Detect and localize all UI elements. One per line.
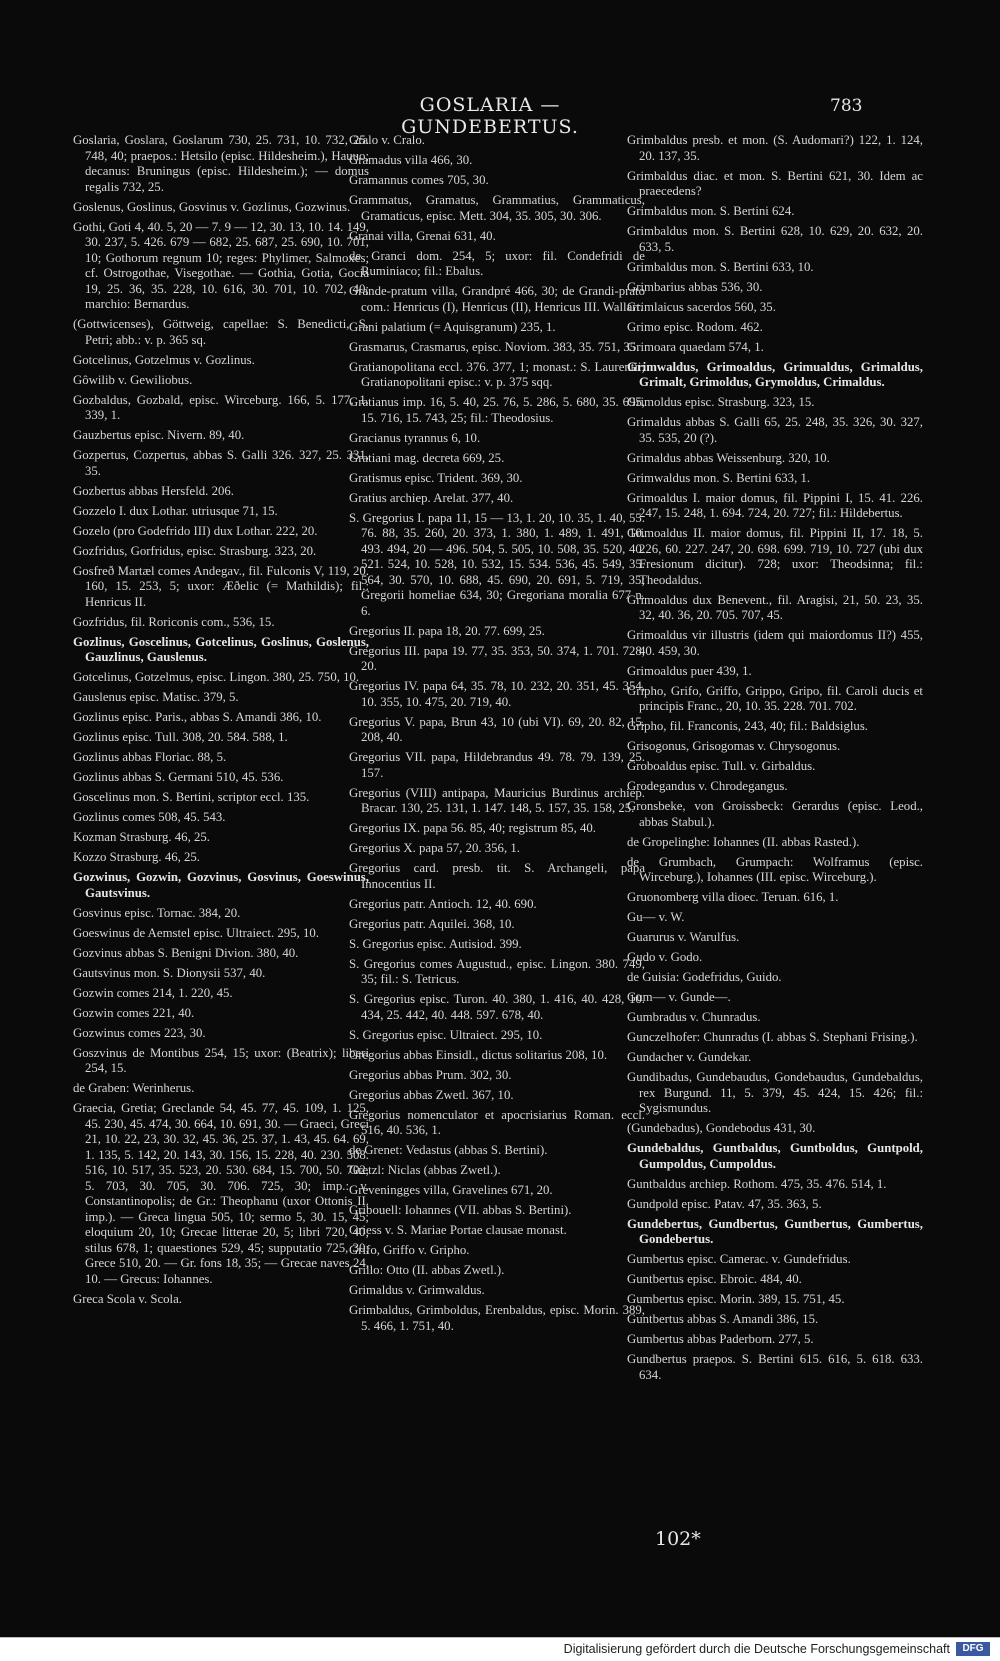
index-entry: Gregorius (VIII) antipapa, Mauricius Burdinus archiep. Bracar. 130, 25. 131, 1. 147. 148, 5. 157, 35. 158, 25. [349, 785, 645, 815]
index-entry: Kozzo Strasburg. 46, 25. [73, 850, 201, 864]
index-entry: Gozbertus abbas Hersfeld. 206. [73, 483, 234, 498]
index-entry: Gregorius patr. Aquilei. 368, 10. [349, 916, 515, 931]
index-entry: Gozlinus episc. Tull. 308, 20. 584. 588, 1. [73, 730, 288, 744]
index-entry: Gu— v. W. [627, 910, 685, 924]
index-entry: Gum— v. Gunde—. [627, 990, 731, 1004]
dfg-logo: DFG [956, 1642, 990, 1656]
index-entry: Gautsvinus mon. S. Dionysii 537, 40. [73, 965, 266, 980]
index-entry: Gruonomberg villa dioec. Teruan. 616, 1. [627, 890, 839, 904]
index-entry: Gratismus episc. Trident. 369, 30. [349, 470, 523, 485]
index-entry: Gozlinus abbas Floriac. 88, 5. [73, 750, 227, 764]
index-entry: Gozfridus, Gorfridus, episc. Strasburg. 323, 20. [73, 543, 317, 558]
index-entry: Gozlinus abbas S. Germani 510, 45. 536. [73, 770, 284, 784]
index-entry: Gracianus tyrannus 6, 10. [349, 430, 481, 445]
index-entry: Gratianopolitana eccl. 376. 377, 1; monast.: S. Laurentii; Gratianopolitani episc.: v. p. 375 sqq. [349, 359, 645, 389]
index-entry: Gozwinus, Gozwin, Gozvinus, Gosvinus, Goeswinus, Gautsvinus. [73, 870, 369, 900]
index-entry: S. Gregorius episc. Autisiod. 399. [349, 936, 522, 951]
index-entry: de Granci dom. 254, 5; uxor: fil. Condefridi de Ruminiaco; fil.: Ebalus. [349, 248, 645, 278]
index-entry: Grimoldus episc. Strasburg. 323, 15. [627, 395, 815, 409]
index-entry: (Gottwicenses), Göttweig, capellae: S. Benedicti, S. Petri; abb.: v. p. 365 sq. [73, 317, 369, 347]
index-entry: Grimwaldus, Grimoaldus, Grimualdus, Grimaldus, Grimalt, Grimoldus, Grymoldus, Crimaldus. [627, 359, 923, 389]
index-entry: Gozlinus comes 508, 45. 543. [73, 810, 226, 824]
index-entry: Gosfreð Martæl comes Andegav., fil. Fulconis V, 119, 20. 160, 15. 253, 5; uxor: Æðelic (= Mathildis); fil.: Henricus II. [73, 563, 369, 609]
index-entry: Grimbarius abbas 536, 30. [627, 279, 763, 294]
index-entry: Gozzelo I. dux Lothar. utriusque 71, 15. [73, 503, 278, 518]
index-entry: Gregorius abbas Einsidl., dictus solitarius 208, 10. [349, 1047, 608, 1062]
index-entry: Gregorius abbas Zwetl. 367, 10. [349, 1087, 514, 1102]
index-entry: Grimbaldus mon. S. Bertini 624. [627, 204, 795, 218]
index-entry: Grande-pratum villa, Grandpré 466, 30; de Grandi-prato com.: Henricus (I), Henricus (II), Henricus III. Wallart. [349, 284, 645, 314]
index-entry: Gretzl: Niclas (abbas Zwetl.). [349, 1163, 501, 1177]
index-entry: Gundpold episc. Patav. 47, 35. 363, 5. [627, 1196, 822, 1211]
index-entry: Gozlinus, Goscelinus, Gotcelinus, Goslinus, Goslenus, Gauzlinus, Gauslenus. [73, 634, 369, 664]
index-entry: de Guisia: Godefridus, Guido. [627, 970, 782, 984]
index-entry: Grifo, Griffo v. Gripho. [349, 1243, 470, 1257]
index-entry: Grimoaldus vir illustris (idem qui maiordomus II?) 455, 40. 459, 30. [627, 628, 923, 658]
digitization-footer [0, 1637, 1000, 1661]
index-entry: Gripho, fil. Franconis, 243, 40; fil.: Baldsiglus. [627, 719, 868, 733]
index-entry: Gozpertus, Cozpertus, abbas S. Galli 326. 327, 25. 331, 35. [73, 448, 369, 478]
index-entry: Grimaldus abbas Weissenburg. 320, 10. [627, 450, 830, 465]
index-entry: Grodegandus v. Chrodegangus. [627, 779, 788, 793]
index-entry: Gregorius VII. papa, Hildebrandus 49. 78. 79. 139, 25. 157. [349, 750, 645, 780]
index-entry: Grimlaicus sacerdos 560, 35. [627, 299, 776, 314]
index-entry: Guarurus v. Warulfus. [627, 930, 740, 944]
index-entry: Gramannus comes 705, 30. [349, 173, 489, 187]
index-entry: Graecia, Gretia; Greclande 54, 45. 77, 45. 109, 1. 125, 45. 230, 45. 474, 30. 664, 10. 691, 30. — Graeci, Greci 21, 10. 22, 23, 30. 32, 45. 36, 25. 37, 1. 43, 45. 64. 69, 1. 135, 5. 142, 20. 143, 30. 156, 15. 228, 40. 230. 508. 516, 10. 517, 35. 523, 20. 530. 684, 15. 700, 50. 702, 5. 703, 30. 705, 30. 706. 725, 30; imp.: v. Constantinopolis; de Gr.: Theophanu (uxor Ottonis II. imp.). — Greca lingua 505, 10; sermo 5, 30. 15, 45; eloquium 20, 10; Grecae litterae 20, 5; libri 720, 40; stilus 678, 1; quaestiones 529, 45; supputatio 725, 30; Grece 510, 20. — Gr. fons 18, 35; — Grecae naves 24, 10. — Grecus: Iohannes. [73, 1101, 369, 1286]
index-entry: Goscelinus mon. S. Bertini, scriptor eccl. 135. [73, 790, 310, 804]
index-column-3 [627, 133, 923, 1388]
index-entry: Gozfridus, fil. Roriconis com., 536, 15. [73, 614, 275, 629]
index-entry: Grimoaldus I. maior domus, fil. Pippini I, 15. 41. 226. 247, 15. 248, 1. 694. 724, 20. 727; fil.: Hildebertus. [627, 490, 923, 520]
index-entry: Gramadus villa 466, 30. [349, 153, 473, 167]
index-entry: de Grumbach, Grumpach: Wolframus (episc. Wirceburg.), Iohannes (III. episc. Wirceburg.). [627, 854, 923, 884]
index-entry: Guntbaldus archiep. Rothom. 475, 35. 476. 514, 1. [627, 1176, 887, 1191]
index-entry: S. Gregorius episc. Turon. 40. 380, 1. 416, 40. 428, 10. 434, 25. 442, 40. 448. 597. 678, 40. [349, 992, 645, 1022]
index-entry: Gumbradus v. Chunradus. [627, 1010, 761, 1024]
index-entry: Gozvinus abbas S. Benigni Divion. 380, 40. [73, 945, 299, 960]
index-entry: Gregorius nomenculator et apocrisiarius Roman. eccl. 516, 40. 536, 1. [349, 1107, 645, 1137]
index-entry: Guntbertus episc. Ebroic. 484, 40. [627, 1272, 802, 1286]
index-entry: Gratianus imp. 16, 5. 40, 25. 76, 5. 286, 5. 680, 35. 695, 15. 716, 15. 743, 25; fil.: Theodosius. [349, 395, 645, 425]
index-entry: Gosvinus episc. Tornac. 384, 20. [73, 905, 241, 920]
index-entry: Gozwinus comes 223, 30. [73, 1025, 206, 1040]
signature-mark: 102* [655, 1528, 701, 1550]
index-entry: Kozman Strasburg. 46, 25. [73, 830, 210, 844]
index-entry: Grammatus, Gramatus, Grammatius, Grammaticus, Gramaticus, episc. Mett. 304, 35. 305, 30. 306. [349, 193, 645, 223]
index-entry: Granai villa, Grenai 631, 40. [349, 228, 496, 243]
index-entry: Grimbaldus diac. et mon. S. Bertini 621, 30. Idem ac praecedens? [627, 168, 923, 198]
page-header [0, 94, 1000, 138]
index-entry: Griess v. S. Mariae Portae clausae monast. [349, 1223, 567, 1237]
index-entry: Gumbertus episc. Camerac. v. Gundefridus. [627, 1252, 851, 1266]
index-entry: Gundacher v. Gundekar. [627, 1050, 752, 1064]
index-entry: Grimoaldus puer 439, 1. [627, 663, 752, 678]
index-column-2 [349, 133, 645, 1339]
page-number: 783 [830, 96, 863, 116]
index-entry: Gotcelinus, Gotzelmus, episc. Lingon. 380, 25. 750, 10. [73, 670, 360, 684]
index-entry: Gumbertus abbas Paderborn. 277, 5. [627, 1332, 814, 1346]
index-entry: Gunczelhofer: Chunradus (I. abbas S. Stephani Frising.). [627, 1030, 918, 1044]
index-entry: de Graben: Werinherus. [73, 1081, 195, 1095]
index-entry: Goslenus, Goslinus, Gosvinus v. Gozlinus, Gozwinus. [73, 199, 351, 214]
index-entry: Greveningges villa, Gravelines 671, 20. [349, 1183, 553, 1197]
index-entry: Gratiani mag. decreta 669, 25. [349, 450, 505, 465]
page-title: GOSLARIA — GUNDEBERTUS. [401, 94, 579, 138]
index-entry: Grani palatium (= Aquisgranum) 235, 1. [349, 319, 556, 334]
index-entry: Groboaldus episc. Tull. v. Girbaldus. [627, 759, 816, 773]
index-entry: Gundebertus, Gundbertus, Guntbertus, Gumbertus, Gondebertus. [627, 1216, 923, 1246]
index-entry: Gregorius patr. Antioch. 12, 40. 690. [349, 896, 537, 911]
index-entry: Gozelo (pro Godefrido III) dux Lothar. 222, 20. [73, 523, 318, 538]
index-entry: Gozbaldus, Gozbald, episc. Wirceburg. 166, 5. 177, 1. 339, 1. [73, 392, 369, 422]
index-entry: de Grenet: Vedastus (abbas S. Bertini). [349, 1143, 548, 1157]
index-entry: Goszvinus de Montibus 254, 15; uxor: (Beatrix); liberi 254, 15. [73, 1045, 369, 1075]
index-entry: Gregorius III. papa 19. 77, 35. 353, 50. 374, 1. 701. 728, 20. [349, 643, 645, 673]
index-entry: Grimaldus abbas S. Galli 65, 25. 248, 35. 326, 30. 327, 35. 535, 20 (?). [627, 415, 923, 445]
index-entry: Gripho, Grifo, Griffo, Grippo, Gripo, fil. Caroli ducis et principis Franc., 20, 10. 35. 228. 701. 702. [627, 683, 923, 713]
index-entry: Guntbertus abbas S. Amandi 386, 15. [627, 1312, 819, 1326]
index-entry: Gozwin comes 214, 1. 220, 45. [73, 985, 233, 1000]
index-entry: Grimoaldus II. maior domus, fil. Pippini II, 17. 18, 5. 226, 60. 227. 247, 20. 698. 699. 719, 10. 727 (ubi dux Fresionum dicitur). 728; uxor: Theodsinna; fil.: Theodaldus. [627, 526, 923, 587]
index-entry: Gozwin comes 221, 40. [73, 1005, 195, 1020]
index-entry: Gregorius card. presb. tit. S. Archangeli, papa Innocentius II. [349, 861, 645, 891]
index-entry: Grimoaldus dux Benevent., fil. Aragisi, 21, 50. 23, 35. 32, 40. 36, 20. 705. 707, 45. [627, 592, 923, 622]
index-entry: Gotcelinus, Gotzelmus v. Gozlinus. [73, 352, 255, 367]
index-entry: Gozlinus episc. Paris., abbas S. Amandi 386, 10. [73, 710, 322, 724]
credit-text: Digitalisierung gefördert durch die Deutsche Forschungsgemeinschaft [563, 1642, 950, 1656]
index-entry: Gothi, Goti 4, 40. 5, 20 — 7. 9 — 12, 30. 13, 10. 14. 149, 30. 237, 5. 426. 679 — 682, 25. 687, 25. 690, 10. 701, 10; Gothorum regnum 10; reges: Phylimer, Salmoxes; cf. Ostrogothae, Visegothae. — Gothia, Gotia, Gocia 19, 25. 36, 35. 228, 10. 616, 30. 701, 10. 702, 40; marchio: Bernardus. [73, 219, 369, 311]
index-entry: Gregorius X. papa 57, 20. 356, 1. [349, 841, 520, 855]
index-entry: Gralo v. Cralo. [349, 133, 425, 147]
index-entry: Grimoara quaedam 574, 1. [627, 339, 764, 354]
index-entry: Gronsbeke, von Groissbeck: Gerardus (episc. Leod., abbas Stabul.). [627, 799, 923, 829]
index-entry: Grimwaldus mon. S. Bertini 633, 1. [627, 470, 811, 485]
index-entry: Gundibadus, Gundebaudus, Gondebaudus, Gundebaldus, rex Burgund. 11, 5. 379, 45. 424, 15. 426; fil.: Sygismundus. [627, 1070, 923, 1115]
index-column-1 [73, 133, 369, 1312]
index-entry: Grimbaldus mon. S. Bertini 633, 10. [627, 259, 814, 274]
index-entry: Grimbaldus mon. S. Bertini 628, 10. 629, 20. 632, 20. 633, 5. [627, 224, 923, 254]
index-entry: Gôwilib v. Gewiliobus. [73, 372, 193, 387]
index-entry: Gumbertus episc. Morin. 389, 15. 751, 45. [627, 1292, 845, 1306]
index-entry: S. Gregorius comes Augustud., episc. Lingon. 380. 749, 35; fil.: S. Tetricus. [349, 956, 645, 986]
index-entry: Greca Scola v. Scola. [73, 1291, 182, 1306]
index-entry: Gundebaldus, Guntbaldus, Guntboldus, Guntpold, Gumpoldus, Cumpoldus. [627, 1141, 923, 1171]
index-entry: Gauslenus episc. Matisc. 379, 5. [73, 690, 239, 704]
index-entry: Grimo episc. Rodom. 462. [627, 319, 763, 334]
index-entry: Gribouell: Iohannes (VII. abbas S. Bertini). [349, 1203, 572, 1217]
index-entry: Grasmarus, Crasmarus, episc. Noviom. 383, 35. 751, 35. [349, 339, 640, 354]
index-entry: Goslaria, Goslara, Goslarum 730, 25. 731, 10. 732, 25. 748, 40; praepos.: Hetsilo (episc. Hildesheim.), Hauuo; decanus: Bruningus (episc. Hildesheim.); — domus regalis 732, 25. [73, 133, 369, 194]
index-entry: Gratius archiep. Arelat. 377, 40. [349, 490, 514, 505]
index-entry: Gudo v. Godo. [627, 950, 703, 964]
index-entry: Gregorius IX. papa 56. 85, 40; registrum 85, 40. [349, 821, 597, 835]
index-entry: Gregorius II. papa 18, 20. 77. 699, 25. [349, 623, 545, 638]
index-entry: Grillo: Otto (II. abbas Zwetl.). [349, 1263, 505, 1277]
index-entry: Gregorius abbas Prum. 302, 30. [349, 1067, 512, 1082]
index-entry: Gregorius V. papa, Brun 43, 10 (ubi VI). 69, 20. 82, 15. 208, 40. [349, 714, 645, 744]
index-entry: Goeswinus de Aemstel episc. Ultraiect. 295, 10. [73, 925, 319, 940]
index-entry: Gundbertus praepos. S. Bertini 615. 616, 5. 618. 633. 634. [627, 1352, 923, 1382]
index-entry: Grimbaldus, Grimboldus, Erenbaldus, episc. Morin. 389, 5. 466, 1. 751, 40. [349, 1303, 645, 1333]
index-entry: Grimaldus v. Grimwaldus. [349, 1283, 485, 1297]
index-entry: Gauzbertus episc. Nivern. 89, 40. [73, 428, 245, 442]
index-entry: S. Gregorius episc. Ultraiect. 295, 10. [349, 1027, 543, 1042]
index-entry: Grimbaldus presb. et mon. (S. Audomari?) 122, 1. 124, 20. 137, 35. [627, 133, 923, 163]
index-entry: (Gundebadus), Gondebodus 431, 30. [627, 1121, 816, 1135]
index-entry: de Gropelinghe: Iohannes (II. abbas Rasted.). [627, 834, 860, 849]
index-entry: Grisogonus, Grisogomas v. Chrysogonus. [627, 739, 841, 753]
index-entry: Gregorius IV. papa 64, 35. 78, 10. 232, 20. 351, 45. 354, 10. 355, 10. 475, 20. 719, 40. [349, 679, 645, 709]
index-entry: S. Gregorius I. papa 11, 15 — 13, 1. 20, 10. 35, 1. 40, 55. 76. 88, 35. 260, 20. 373, 1. 380, 1. 489, 1. 491, 10. 493. 494, 20 — 496. 504, 5. 505, 10. 508, 35. 520, 40. 521. 524, 10. 528, 10. 532, 15. 534. 536, 45. 549, 35. 564, 30. 570, 10. 688, 45. 690, 20. 691, 5. 719, 35; Gregorii homeliae 634, 30; Gregoriana moralia 677 n. 6. [349, 510, 645, 618]
